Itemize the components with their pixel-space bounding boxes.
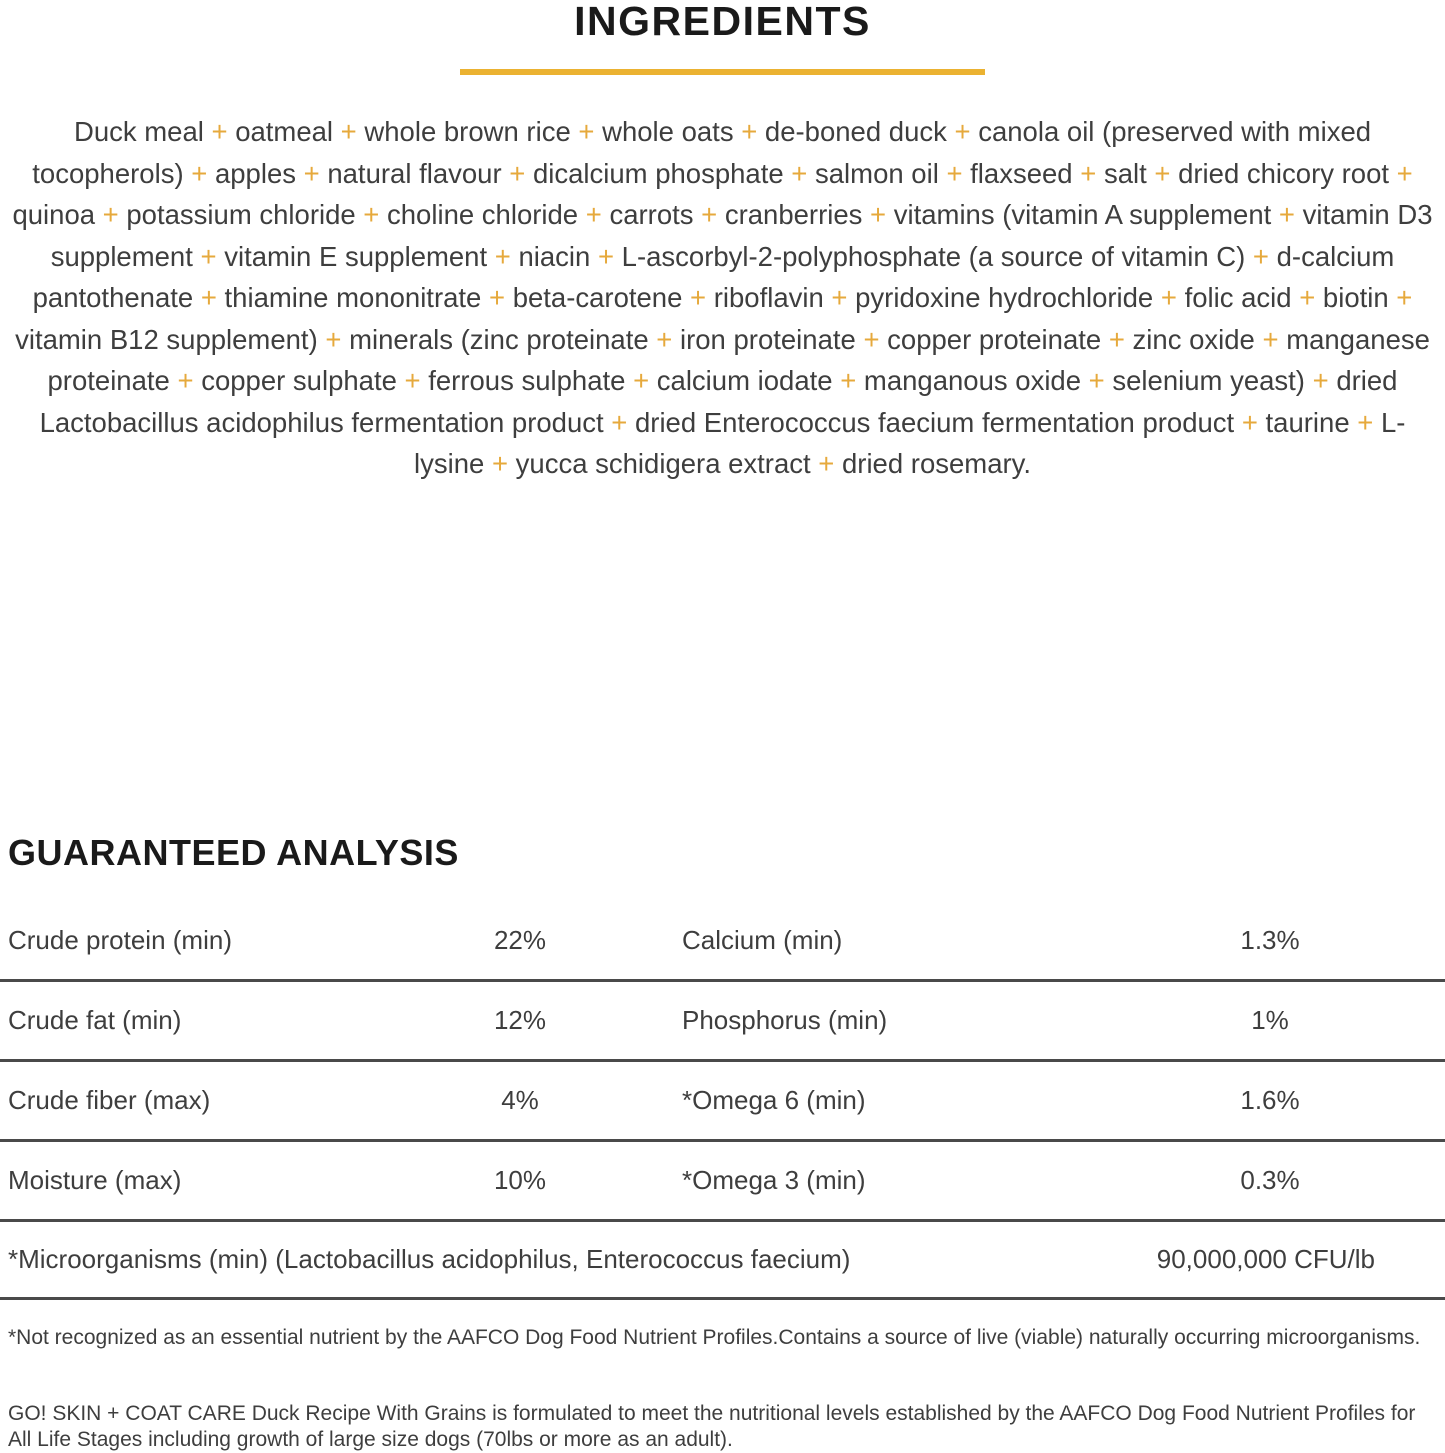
plus-separator: + (603, 406, 635, 438)
ingredient-item: selenium yeast) (1112, 365, 1305, 396)
analysis-row-microorganisms (0, 1222, 1445, 1300)
analysis-label: Crude protein (min) (8, 924, 232, 955)
ingredient-item: iron proteinate (680, 323, 856, 355)
plus-separator: + (570, 116, 603, 147)
plus-separator: + (1245, 240, 1277, 272)
plus-separator: + (1291, 282, 1323, 313)
analysis-row (0, 982, 1445, 1062)
plus-separator: + (938, 157, 971, 189)
guaranteed-analysis-heading: GUARANTEED ANALYSIS (8, 831, 459, 873)
ingredient-item: thiamine mononitrate (224, 282, 482, 313)
ingredient-item: dried chicory root (1178, 157, 1390, 189)
plus-separator: + (333, 116, 365, 147)
plus-separator: + (484, 448, 516, 479)
plus-separator: + (733, 116, 765, 147)
analysis-row (0, 1142, 1445, 1222)
plus-separator: + (823, 282, 856, 313)
ingredient-item: vitamin B12 supplement) (15, 323, 318, 355)
plus-separator: + (625, 365, 657, 396)
ingredient-item: ferrous sulphate (428, 365, 626, 396)
ingredient-item: calcium iodate (656, 365, 833, 396)
ingredient-item: canola oil (preserved with mixed tocopherols) (32, 116, 1372, 189)
ingredients-paragraph (0, 111, 1445, 485)
ingredient-item: biotin (1322, 282, 1389, 313)
ingredient-item: dried Lactobacillus acidophilus fermentation product (39, 365, 1398, 438)
analysis-value: 90,000,000 CFU/lb (1156, 1243, 1375, 1274)
plus-separator: + (481, 282, 513, 313)
plus-separator: + (1304, 365, 1337, 396)
ingredient-item: dried rosemary. (842, 448, 1031, 479)
analysis-label: *Microorganisms (min) (Lactobacillus acidophilus, Enterococcus faecium) (8, 1243, 851, 1274)
plus-separator: + (862, 199, 894, 230)
analysis-label: *Omega 3 (min) (682, 1164, 866, 1195)
plus-separator: + (693, 199, 725, 230)
ingredient-item: oatmeal (235, 116, 334, 147)
ingredient-item: pyridoxine hydrochloride (855, 282, 1154, 313)
analysis-value: 12% (493, 1004, 547, 1035)
plus-separator: + (192, 240, 225, 272)
plus-separator: + (810, 448, 842, 479)
ingredient-item: dried Enterococcus faecium fermentation product (635, 406, 1235, 438)
formulation-statement: GO! SKIN + COAT CARE Duck Recipe With Grains is formulated to meet the nutritional levels established by the AAFCO Dog Food Nutrient Profiles for All Life Stages including growth of large size dogs (70lbs or more as an adult). (8, 1401, 1416, 1451)
ingredient-item: d-calcium pantothenate (32, 240, 1395, 313)
ingredient-item: manganous oxide (863, 365, 1082, 396)
ingredient-item: natural flavour (327, 157, 502, 189)
ingredient-item: zinc oxide (1132, 323, 1255, 355)
analysis-label: Crude fat (min) (8, 1004, 182, 1035)
ingredient-item: copper proteinate (887, 323, 1102, 355)
plus-separator: + (590, 240, 622, 272)
ingredient-item: potassium chloride (126, 199, 356, 230)
analysis-value: 0.3% (1240, 1164, 1300, 1195)
gold-divider-rule (460, 69, 985, 75)
ingredient-item: carrots (609, 199, 694, 230)
ingredient-item: vitamin D3 supplement (50, 199, 1433, 272)
analysis-value: 1% (1251, 1004, 1289, 1035)
ingredient-item: vitamins (vitamin A supplement (893, 199, 1272, 230)
plus-separator: + (1389, 157, 1413, 189)
plus-separator: + (1271, 199, 1303, 230)
plus-separator: + (193, 282, 225, 313)
plus-separator: + (95, 199, 127, 230)
guaranteed-analysis-table (0, 902, 1445, 1222)
plus-separator: + (203, 116, 236, 147)
plus-separator: + (648, 323, 680, 355)
ingredient-item: vitamin E supplement (224, 240, 488, 272)
plus-separator: + (317, 323, 350, 355)
analysis-value: 1.6% (1240, 1084, 1300, 1115)
plus-separator: + (1072, 157, 1104, 189)
plus-separator: + (487, 240, 519, 272)
ingredient-item: dicalcium phosphate (532, 157, 784, 189)
plus-separator: + (1101, 323, 1133, 355)
ingredient-item: de-boned duck (764, 116, 947, 147)
ingredient-item: L-lysine (414, 406, 1406, 479)
ingredient-item: taurine (1265, 406, 1350, 438)
ingredient-item: copper sulphate (201, 365, 397, 396)
ingredient-item: choline chloride (387, 199, 579, 230)
analysis-label: *Omega 6 (min) (682, 1084, 866, 1115)
plus-separator: + (946, 116, 979, 147)
plus-separator: + (682, 282, 714, 313)
analysis-value: 10% (493, 1164, 547, 1195)
plus-separator: + (1254, 323, 1287, 355)
plus-separator: + (832, 365, 864, 396)
ingredient-item: folic acid (1184, 282, 1292, 313)
plus-separator: + (183, 157, 215, 189)
ingredient-item: L-ascorbyl-2-polyphosphate (a source of vitamin C) (621, 240, 1246, 272)
analysis-label: Phosphorus (min) (682, 1004, 888, 1035)
analysis-value: 1.3% (1240, 924, 1300, 955)
ingredient-item: whole brown rice (364, 116, 571, 147)
ingredient-item: yucca schidigera extract (515, 448, 811, 479)
ingredient-item: Duck meal (73, 116, 204, 147)
ingredient-item: salt (1103, 157, 1147, 189)
ingredient-item: salmon oil (815, 157, 939, 189)
plus-separator: + (1153, 282, 1185, 313)
plus-separator: + (169, 365, 202, 396)
analysis-label: Crude fiber (max) (8, 1084, 211, 1115)
analysis-row (0, 1062, 1445, 1142)
plus-separator: + (783, 157, 816, 189)
ingredient-item: niacin (518, 240, 591, 272)
ingredients-title: INGREDIENTS (574, 0, 871, 44)
plus-separator: + (1146, 157, 1179, 189)
analysis-value: 22% (493, 924, 547, 955)
ingredient-item: cranberries (724, 199, 863, 230)
aafco-footnote: *Not recognized as an essential nutrient by the AAFCO Dog Food Nutrient Profiles.Contains a source of live (viable) naturally occurring microorganisms. (8, 1325, 1421, 1349)
ingredient-item: whole oats (602, 116, 734, 147)
ingredient-item: flaxseed (970, 157, 1073, 189)
ingredient-item: manganese proteinate (47, 323, 1430, 396)
plus-separator: + (578, 199, 610, 230)
analysis-label: Calcium (min) (682, 924, 843, 955)
analysis-row (0, 902, 1445, 982)
ingredient-item: quinoa (12, 199, 96, 230)
plus-separator: + (501, 157, 533, 189)
ingredient-item: riboflavin (713, 282, 824, 313)
plus-separator: + (396, 365, 429, 396)
analysis-label: Moisture (max) (8, 1164, 182, 1195)
plus-separator: + (1081, 365, 1113, 396)
plus-separator: + (296, 157, 328, 189)
plus-separator: + (1349, 406, 1381, 438)
ingredient-item: apples (214, 157, 296, 189)
plus-separator: + (1388, 282, 1413, 313)
analysis-value: 4% (501, 1084, 539, 1115)
plus-separator: + (1234, 406, 1266, 438)
plus-separator: + (855, 323, 888, 355)
ingredient-item: minerals (zinc proteinate (349, 323, 649, 355)
ingredient-item: beta-carotene (512, 282, 683, 313)
plus-separator: + (355, 199, 388, 230)
